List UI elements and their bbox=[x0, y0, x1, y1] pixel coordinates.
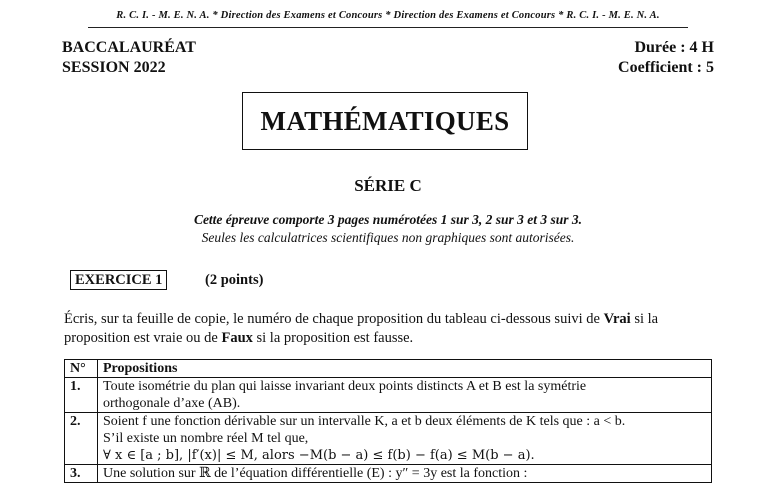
instruction-text-3: si la proposition est fausse. bbox=[252, 330, 414, 346]
column-header-number: N° bbox=[65, 360, 98, 378]
header-right bbox=[618, 38, 714, 78]
duration: Durée : 4 H bbox=[634, 39, 714, 56]
vrai-keyword: Vrai bbox=[603, 311, 631, 327]
subject-title-box bbox=[242, 92, 528, 150]
coefficient: Coefficient : 5 bbox=[618, 59, 714, 76]
header-left bbox=[62, 38, 196, 78]
proposition-line: S’il existe un nombre réel M tel que, bbox=[103, 431, 309, 446]
proposition-line: Soient f une fonction dérivable sur un intervalle K, a et b deux éléments de K tels que : a < b. bbox=[103, 414, 626, 429]
session: SESSION 2022 bbox=[62, 59, 166, 76]
proposition-line: orthogonale d’axe (AB). bbox=[103, 396, 241, 411]
proposition-text bbox=[98, 413, 712, 465]
proposition-text bbox=[98, 378, 712, 413]
banner-divider bbox=[88, 27, 688, 28]
instruction-text-2: si la proposition est vraie ou de bbox=[64, 311, 659, 346]
column-header-propositions: Propositions bbox=[98, 360, 712, 378]
exercise-label: EXERCICE 1 bbox=[70, 270, 167, 290]
exercise-points: (2 points) bbox=[205, 272, 264, 288]
proposition-line: Une solution sur ℝ de l’équation différentielle (E) : y″ = 3y est la fonction : bbox=[103, 466, 528, 481]
series-title: SÉRIE C bbox=[354, 176, 422, 195]
faux-keyword: Faux bbox=[221, 330, 253, 346]
row-number: 1. bbox=[65, 378, 98, 413]
subject-title: MATHÉMATIQUES bbox=[260, 105, 510, 136]
table-row bbox=[65, 465, 712, 483]
proposition-text bbox=[98, 465, 712, 483]
table-row bbox=[65, 413, 712, 465]
instruction-text-1: Écris, sur ta feuille de copie, le numéro de chaque proposition du tableau ci-dessous suivi de bbox=[64, 311, 604, 327]
exam-name: BACCALAURÉAT bbox=[62, 39, 196, 56]
exam-banner: R. C. I. - M. E. N. A. * Direction des Examens et Concours * Direction des Examens et Concours * R. C. I. - M. E. N. A. bbox=[116, 10, 660, 21]
exercise-instruction bbox=[64, 310, 724, 348]
proposition-line: Toute isométrie du plan qui laisse invariant deux points distincts A et B est la symétrie bbox=[103, 379, 587, 394]
row-number: 3. bbox=[65, 465, 98, 483]
proposition-formula: ∀ x ∈ [a ; b], |f′(x)| ≤ M, alors −M(b − a) ≤ f(b) − f(a) ≤ M(b − a). bbox=[103, 448, 535, 463]
pages-info: Cette épreuve comporte 3 pages numérotées 1 sur 3, 2 sur 3 et 3 sur 3. bbox=[193, 212, 583, 227]
propositions-table bbox=[64, 359, 712, 483]
calculator-info: Seules les calculatrices scientifiques non graphiques sont autorisées. bbox=[201, 230, 575, 245]
table-row bbox=[65, 378, 712, 413]
table-header-row bbox=[65, 360, 712, 378]
row-number: 2. bbox=[65, 413, 98, 465]
